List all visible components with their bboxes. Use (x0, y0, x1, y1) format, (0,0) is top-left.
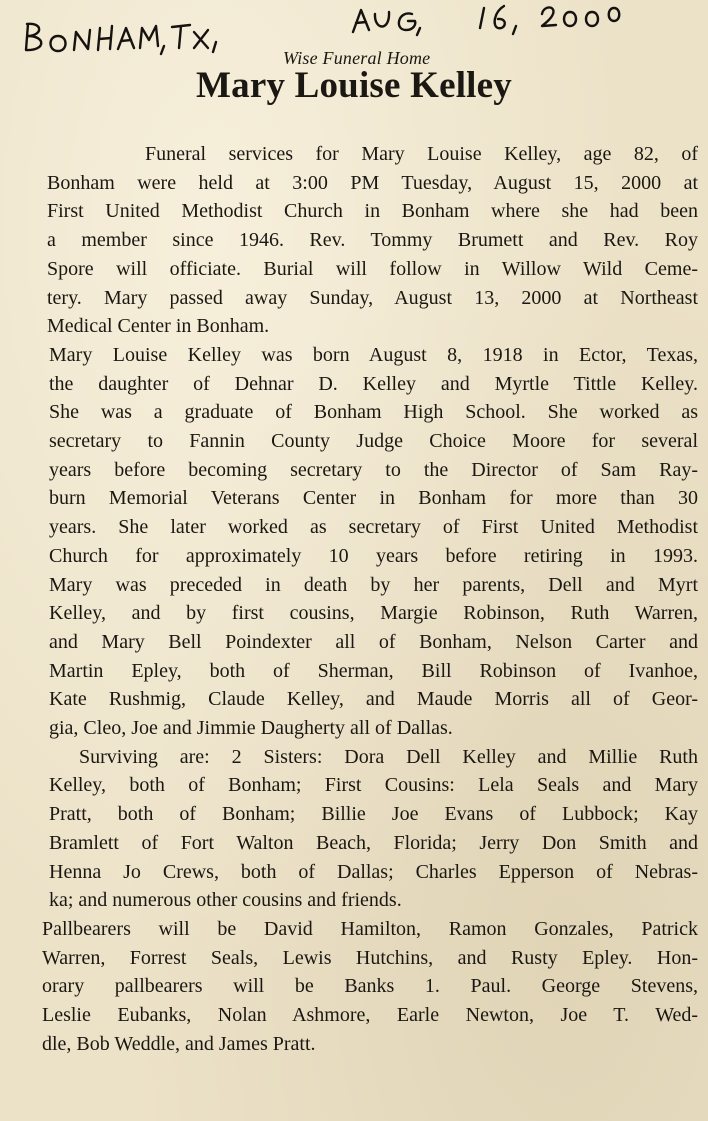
body-line: dle, Bob Weddle, and James Pratt. (42, 1032, 316, 1055)
body-line: Warren, Forrest Seals, Lewis Hutchins, and Rusty Epley. Hon- (42, 946, 698, 969)
body-line: burn Memorial Veterans Center in Bonham for more than 30 (49, 487, 698, 510)
body-line: Medical Center in Bonham. (47, 315, 270, 338)
body-line: a member since 1946. Rev. Tommy Brumett and Rev. Roy (47, 229, 698, 252)
body-line: She was a graduate of Bonham High School. She worked as (49, 401, 698, 424)
body-line: years. She later worked as secretary of First United Methodist (49, 516, 698, 539)
body-line: Kelley, and by first cousins, Margie Robinson, Ruth Warren, (49, 602, 698, 625)
funeral-home-kicker: Wise Funeral Home (283, 48, 431, 68)
body-line: Leslie Eubanks, Nolan Ashmore, Earle Newton, Joe T. Wed- (42, 1004, 698, 1027)
body-line: Mary Louise Kelley was born August 8, 1918 in Ector, Texas, (49, 343, 698, 366)
body-line: tery. Mary passed away Sunday, August 13, 2000 at Northeast (47, 286, 698, 309)
body-line: First United Methodist Church in Bonham where she had been (47, 200, 698, 223)
body-line: Pratt, both of Bonham; Billie Joe Evans of Lubbock; Kay (49, 803, 698, 826)
obituary-body (37, 140, 698, 1059)
obituary-headline: Mary Louise Kelley (196, 65, 512, 106)
body-line: Church for approximately 10 years before retiring in 1993. (49, 544, 698, 567)
body-line: Martin Epley, both of Sherman, Bill Robinson of Ivanhoe, (49, 659, 698, 682)
body-line: Kelley, both of Bonham; First Cousins: Lela Seals and Mary (49, 774, 698, 797)
body-line: Pallbearers will be David Hamilton, Ramon Gonzales, Patrick (42, 917, 698, 940)
body-line: years before becoming secretary to the Director of Sam Ray- (49, 458, 698, 481)
body-line: secretary to Fannin County Judge Choice Moore for several (49, 430, 698, 453)
body-line: orary pallbearers will be Banks 1. Paul. George Stevens, (42, 975, 698, 998)
body-line: and Mary Bell Poindexter all of Bonham, Nelson Carter and (49, 630, 698, 653)
body-line: Bramlett of Fort Walton Beach, Florida; Jerry Don Smith and (49, 831, 698, 854)
body-line: Funeral services for Mary Louise Kelley, age 82, of (145, 143, 698, 165)
body-line: Henna Jo Crews, both of Dallas; Charles Epperson of Nebras- (49, 860, 698, 883)
body-line: Kate Rushmig, Claude Kelley, and Maude Morris all of Geor- (49, 688, 698, 711)
body-line: ka; and numerous other cousins and friends. (49, 889, 402, 912)
body-line: Surviving are: 2 Sisters: Dora Dell Kelley and Millie Ruth (79, 745, 698, 768)
body-line: Bonham were held at 3:00 PM Tuesday, August 15, 2000 at (47, 171, 698, 194)
body-line: Mary was preceded in death by her parents, Dell and Myrt (49, 573, 698, 596)
body-line: gia, Cleo, Joe and Jimmie Daugherty all of Dallas. (49, 717, 453, 740)
body-line: the daughter of Dehnar D. Kelley and Myrtle Tittle Kelley. (49, 372, 698, 395)
body-line: Spore will officiate. Burial will follow in Willow Wild Ceme- (47, 257, 698, 280)
